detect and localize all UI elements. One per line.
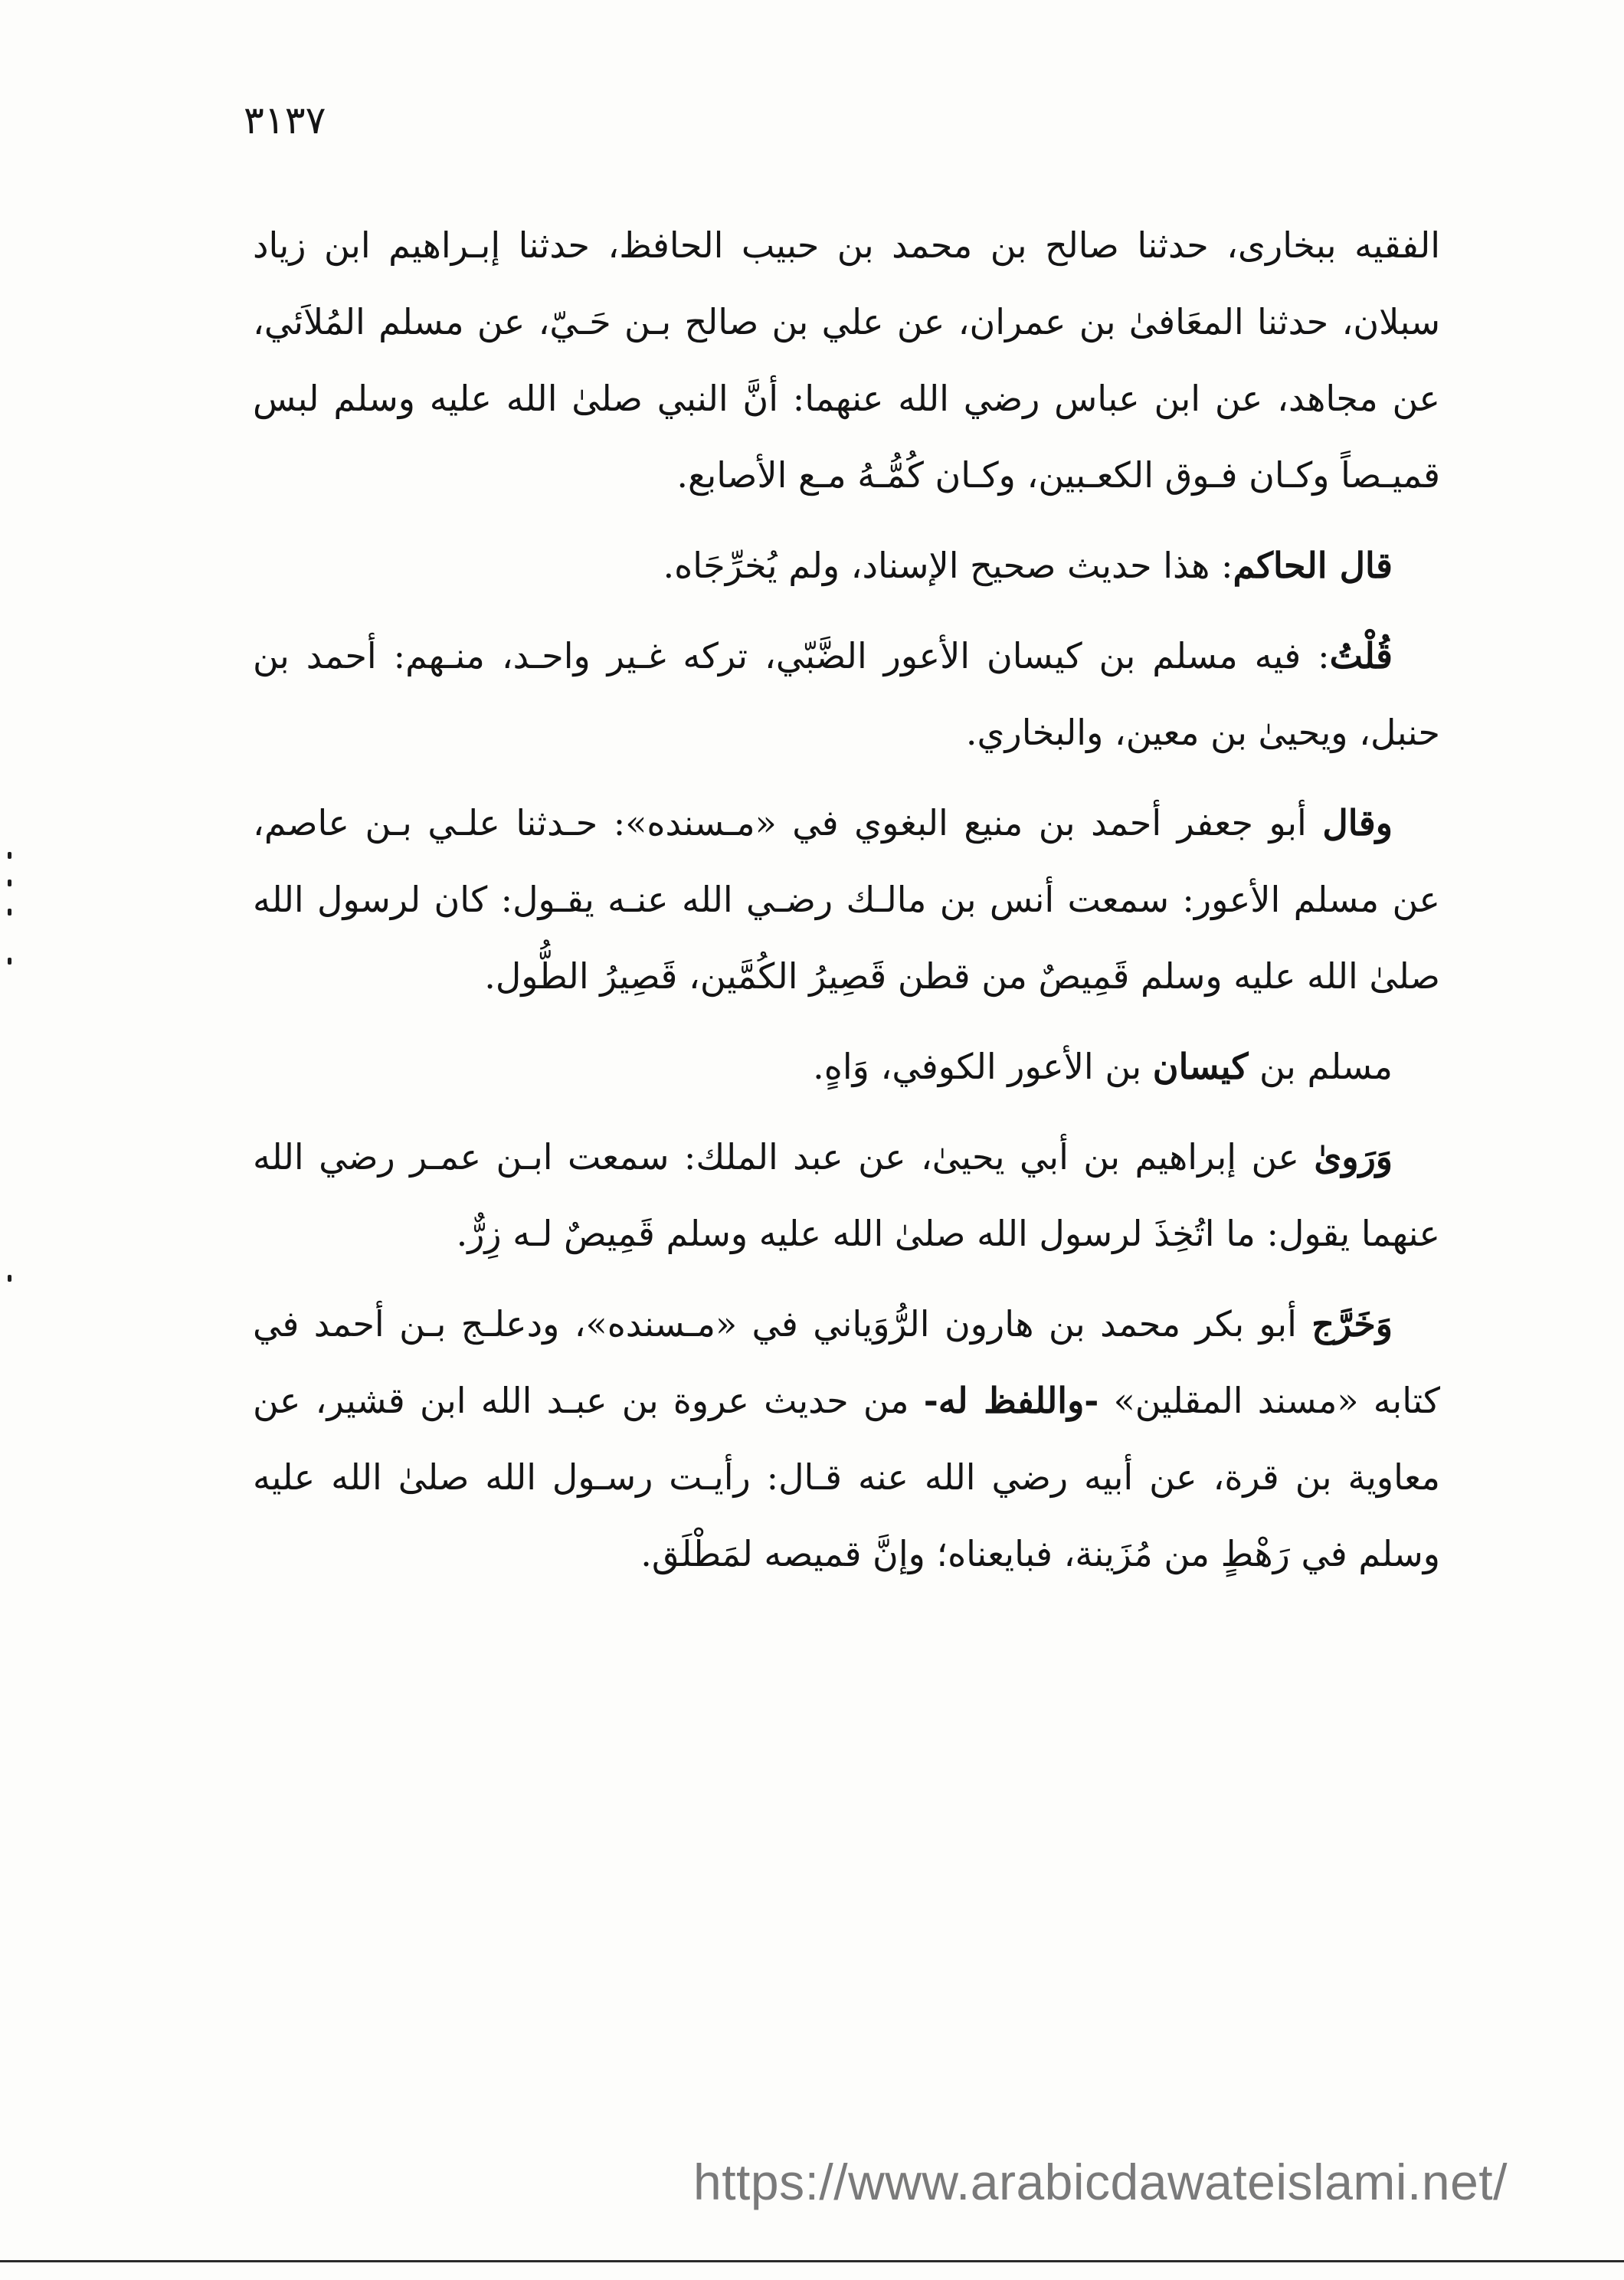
- paragraph-rawa: [253, 1119, 1440, 1272]
- paragraph-lead: قال الحاكم: [1233, 545, 1393, 586]
- paragraph-text: الفقيه ببخارى، حدثنا صالح بن محمد بن حبيب الحافظ، حدثنا إبـراهيم ابن زياد سبلان، حدثنا المعَافىٰ بن عمران، عن علي بن صالح بـن حَـيّ، عن مسلم المُلاَئي، عن مجاهد، عن ابن عباس رضي الله عنهما: أنَّ النبي صلىٰ الله عليه وسلم لبس قميـصاً وكـان فـوق الكعـبين، وكـان كُمُّـهُ مـع الأصابع.: [253, 224, 1441, 496]
- scan-margin-mark: [8, 880, 11, 886]
- watermark-url: https://www.arabicdawateislami.net/: [693, 2154, 1508, 2210]
- paragraph-qultu: [253, 618, 1440, 771]
- paragraph-text: أبو بكر محمد بن هارون الرُّوَياني في «مـسنده»، ودعلـج بـن أحمد في كتابه «مسند المقلين»: [253, 1303, 1440, 1421]
- page-number: ٣١٣٧: [244, 98, 326, 142]
- scan-margin-mark: [8, 958, 11, 965]
- paragraph-text: أبو جعفر أحمد بن منيع البغوي في «مـسنده»: حـدثنا علـي بـن عاصم، عن مسلم الأعور: سمعت أنس بن مالـك رضـي الله عنـه يقـول: كان لرسول الله صلىٰ الله عليه وسلم قَمِيصٌ من قطن قَصِيرُ الكُمَّين، قَصِيرُ الطُّول.: [253, 802, 1440, 997]
- scan-margin-mark: [8, 852, 11, 859]
- bottom-rule: [0, 2260, 1624, 2262]
- paragraph-baghawi: [253, 785, 1440, 1014]
- paragraph-text: عن إبراهيم بن أبي يحيىٰ، عن عبد الملك: سمعت ابـن عمـر رضي الله عنهما يقول: ما اتُخِذَ لرسول الله صلىٰ الله عليه وسلم قَمِيصٌ لـه زِرٌّ.: [253, 1136, 1440, 1254]
- paragraph-muslim: [253, 1028, 1440, 1105]
- paragraph-bold: -واللفظ له-: [923, 1380, 1099, 1421]
- paragraph-isnad: [253, 207, 1440, 513]
- scan-margin-mark: [8, 909, 11, 916]
- paragraph-text: : هذا حديث صحيح الإسناد، ولم يُخرِّجَاه.: [663, 545, 1233, 586]
- paragraph-lead: وَخَرَّج: [1311, 1303, 1393, 1345]
- paragraph-lead: وَرَوىٰ: [1314, 1136, 1393, 1178]
- paragraph-tail: من حديث عروة بن عبـد الله ابن قشير، عن معاوية بن قرة، عن أبيه رضي الله عنه قـال: رأيـت رسـول الله صلىٰ الله عليه وسلم في رَهْطٍ من مُزَينة، فبايعناه؛ وإنَّ قميصه لمَطْلَق.: [253, 1380, 1440, 1574]
- paragraph-kharraj: [253, 1286, 1440, 1592]
- paragraph-hakim: [253, 527, 1440, 604]
- page-body: [253, 207, 1440, 1606]
- paragraph-lead: وقال: [1322, 802, 1393, 844]
- paragraph-lead: قُلْتُ: [1329, 635, 1393, 676]
- scan-margin-mark: [8, 1275, 11, 1282]
- paragraph-text: : فيه مسلم بن كيسان الأعور الضَّبّي، تركه غـير واحـد، منـهم: أحمد بن حنبل، ويحيىٰ بن معين، والبخاري.: [253, 635, 1440, 753]
- paragraph-bold: كيسان: [1152, 1046, 1249, 1087]
- paragraph-tail: بن الأعور الكوفي، وَاهٍ.: [813, 1046, 1153, 1087]
- paragraph-text: مسلم بن: [1248, 1046, 1393, 1087]
